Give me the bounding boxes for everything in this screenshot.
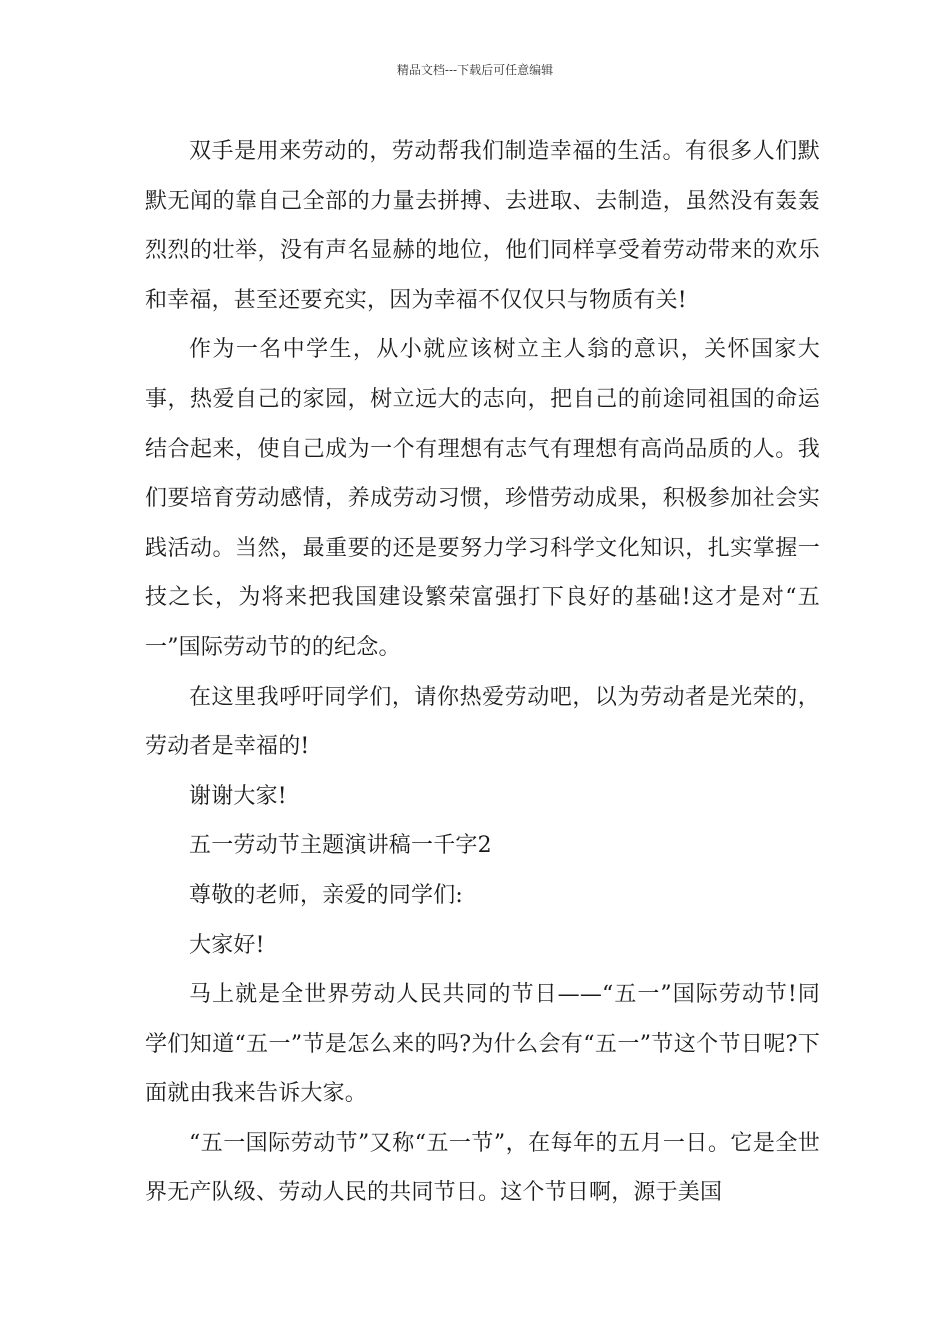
paragraph-greeting: 大家好! [189,932,265,958]
document-body [145,127,820,1218]
paragraph-may-day-origin: “五一国际劳动节”又称“五一节”，在每年的五月一日。它是全世界无产队级、劳动人民的共同节日。这个节日啊，源于美国 [145,1130,820,1206]
paragraph-labor-happiness: 双手是用来劳动的，劳动帮我们制造幸福的生活。有很多人们默默无闻的靠自己全部的力量去拼搏、去进取、去制造，虽然没有轰轰烈烈的壮举，没有声名显赫的地位，他们同样享受着劳动带来的欢乐和幸福，甚至还要充实，因为幸福不仅仅只与物质有关! [145,139,820,313]
paragraph-may-day-intro: 马上就是全世界劳动人民共同的节日——“五一”国际劳动节!同学们知道“五一”节是怎么来的吗?为什么会有“五一”节这个节日呢?下面就由我来告诉大家。 [145,982,820,1107]
paragraph-student-duty: 作为一名中学生，从小就应该树立主人翁的意识，关怀国家大事，热爱自己的家园，树立远大的志向，把自己的前途同祖国的命运结合起来，使自己成为一个有理想有志气有理想有高尚品质的人。我们要培育劳动感情，养成劳动习惯，珍惜劳动成果，积极参加社会实践活动。当然，最重要的还是要努力学习科学文化知识，扎实掌握一技之长，为将来把我国建设繁荣富强打下良好的基础!这才是对“五一”国际劳动节的的纪念。 [145,337,820,660]
paragraph-thanks: 谢谢大家! [189,783,287,809]
page-header: 精品文档---下载后可任意编辑 [396,63,554,77]
section-title: 五一劳动节主题演讲稿一千字2 [189,833,492,859]
paragraph-salutation: 尊敬的老师，亲爱的同学们: [189,882,464,908]
paragraph-appeal: 在这里我呼吁同学们，请你热爱劳动吧，以为劳动者是光荣的，劳动者是幸福的! [145,684,820,760]
